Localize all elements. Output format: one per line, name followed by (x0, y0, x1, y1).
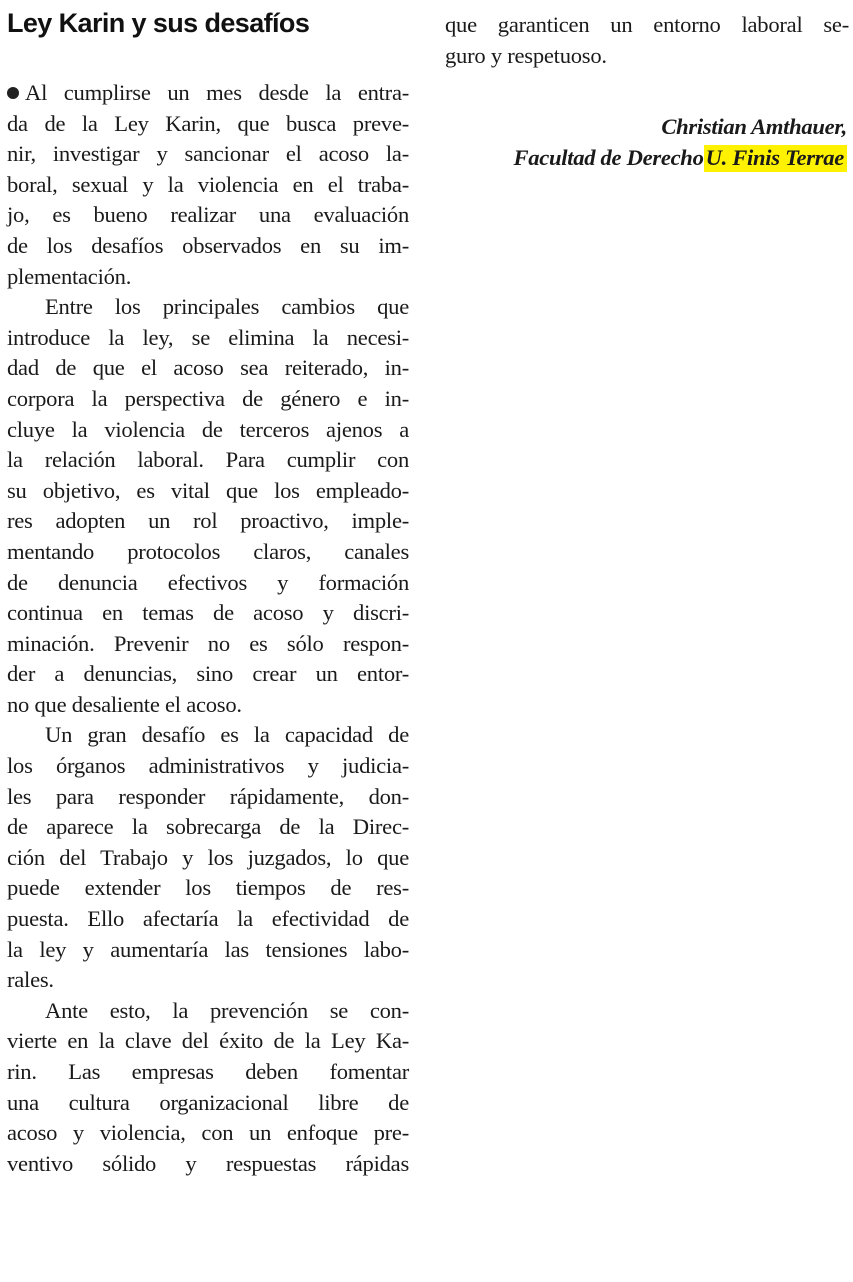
text-line: una cultura organizacional libre de (7, 1089, 409, 1115)
text-line: rin. Las empresas deben fomentar (7, 1059, 409, 1084)
author-affiliation (513, 142, 847, 173)
text-line: acoso y violencia, con un enfoque pre- (7, 1120, 409, 1146)
affiliation-faculty: Facultad de Derecho (513, 145, 704, 170)
highlighted-university: U. Finis Terrae (704, 145, 847, 172)
text-line: les para responder rápidamente, don- (7, 783, 409, 809)
text-line: ventivo sólido y respuestas rápidas (7, 1150, 409, 1176)
paragraph-3 (7, 720, 409, 995)
text-line: de aparece la sobrecarga de la Direc- (7, 814, 409, 840)
text-line: rales. (7, 967, 54, 993)
text-line: que garanticen un entorno laboral se- (445, 12, 849, 37)
text-line: res adopten un rol proactivo, imple- (7, 508, 409, 534)
paragraph-1 (7, 78, 409, 292)
text-line: Un gran desafío es la capacidad de (45, 722, 409, 748)
text-line: puede extender los tiempos de res- (7, 875, 409, 901)
text-line: su objetivo, es vital que los empleado- (7, 477, 409, 503)
text-line: ción del Trabajo y los juzgados, lo que (7, 844, 409, 870)
text-line: jo, es bueno realizar una evaluación (7, 202, 409, 228)
text-line: de los desafíos observados en su im- (7, 232, 409, 258)
text-line: puesta. Ello afectaría la efectividad de (7, 906, 409, 932)
text-line: nir, investigar y sancionar el acoso la- (7, 141, 409, 167)
text-line: la ley y aumentaría las tensiones labo- (7, 936, 409, 962)
text-line: minación. Prevenir no es sólo respon- (7, 630, 409, 656)
text-line: plementación. (7, 263, 132, 289)
bullet-icon (7, 87, 19, 99)
paragraph-4 (7, 996, 409, 1180)
text-line: introduce la ley, se elimina la necesi- (7, 324, 409, 350)
text-line: der a denuncias, sino crear un entor- (7, 661, 409, 687)
text-line: boral, sexual y la violencia en el traba- (7, 171, 409, 197)
author-name: Christian Amthauer, (661, 114, 847, 139)
article-column-right (445, 10, 849, 71)
text-line: continua en temas de acoso y discri- (7, 600, 409, 626)
text-line: la relación laboral. Para cumplir con (7, 447, 409, 473)
article-headline: Ley Karin y sus desafíos (7, 8, 310, 38)
text-line: Ante esto, la prevención se con- (45, 997, 409, 1023)
text-line: guro y respetuoso. (445, 42, 607, 68)
text-line: Al cumplirse un mes desde la entra- (7, 78, 409, 109)
text-line: dad de que el acoso sea reiterado, in- (7, 355, 409, 381)
paragraph-2 (7, 292, 409, 720)
author-signature (513, 111, 847, 173)
text-line: cluye la violencia de terceros ajenos a (7, 416, 409, 442)
text-line: vierte en la clave del éxito de la Ley Ka- (7, 1028, 409, 1054)
text-line: da de la Ley Karin, que busca preve- (7, 110, 409, 136)
text-line: corpora la perspectiva de género e in- (7, 385, 409, 411)
text-line: no que desaliente el acoso. (7, 691, 242, 717)
text-line: los órganos administrativos y judicia- (7, 753, 409, 779)
text-line: mentando protocolos claros, canales (7, 538, 409, 564)
article-column-left (7, 78, 409, 1179)
text-line: de denuncia efectivos y formación (7, 569, 409, 595)
text-line: Entre los principales cambios que (45, 294, 409, 320)
